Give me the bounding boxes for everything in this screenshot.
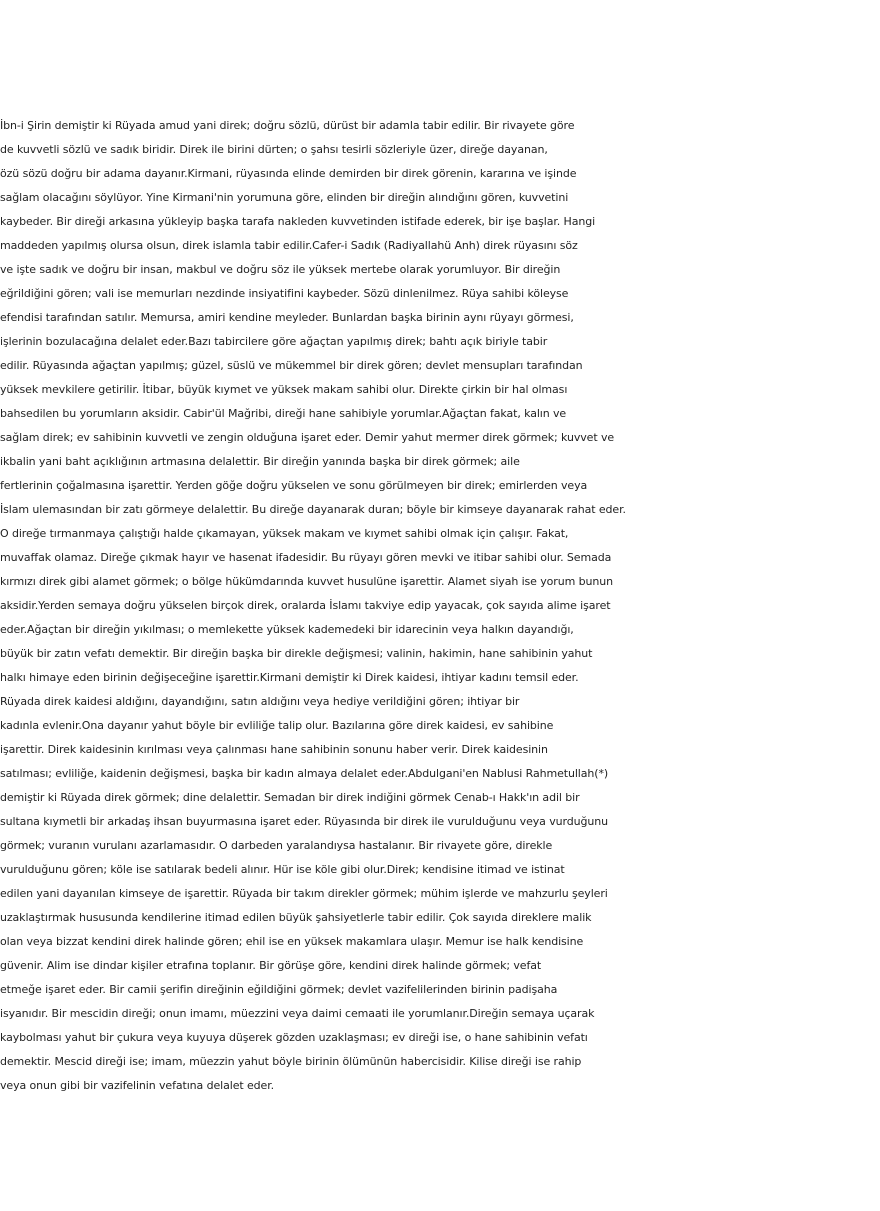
text-line: İslam ulemasından bir zatı görmeye delalettir. Bu direğe dayanarak duran; böyle bir kimseye dayanarak rahat eder. (0, 503, 626, 516)
text-line: İbn-i Şirin demiştir ki Rüyada amud yani direk; doğru sözlü, dürüst bir adamla tabir edilir. Bir rivayete göre (0, 119, 575, 132)
text-line: ikbalin yani baht açıklığının artmasına delalettir. Bir direğin yanında başka bir direk görmek; aile (0, 455, 520, 468)
text-line: efendisi tarafından satılır. Memursa, amiri kendine meyleder. Bunlardan başka birinin aynı rüyayı görmesi, (0, 311, 574, 324)
text-line: O direğe tırmanmaya çalıştığı halde çıkamayan, yüksek makam ve kıymet sahibi olmak için çalışır. Fakat, (0, 527, 569, 540)
text-line: eder.Ağaçtan bir direğin yıkılması; o memlekette yüksek kademedeki bir idarecinin veya halkın dayandığı, (0, 623, 574, 636)
text-line: maddeden yapılmış olursa olsun, direk islamla tabir edilir.Cafer-i Sadık (Radiyallahü Anh) direk rüyasını söz (0, 239, 578, 252)
text-line: eğrildiğini gören; vali ise memurları nezdinde insiyatifini kaybeder. Sözü dinlenilmez. Rüya sahibi köleyse (0, 287, 569, 300)
text-line: yüksek mevkilere getirilir. İtibar, büyük kıymet ve yüksek makam sahibi olur. Direkte çirkin bir hal olması (0, 383, 568, 396)
text-line: ve işte sadık ve doğru bir insan, makbul ve doğru söz ile yüksek mertebe olarak yorumluyor. Bir direğin (0, 263, 561, 276)
text-line: kadınla evlenir.Ona dayanır yahut böyle bir evliliğe talip olur. Bazılarına göre direk kaidesi, ev sahibine (0, 719, 554, 732)
text-line: kırmızı direk gibi alamet görmek; o bölge hükümdarında kuvvet husulüne işarettir. Alamet siyah ise yorum bunun (0, 575, 613, 588)
text-line: demiştir ki Rüyada direk görmek; dine delalettir. Semadan bir direk indiğini görmek Cenab-ı Hakk'ın adil bir (0, 791, 580, 804)
text-line: Rüyada direk kaidesi aldığını, dayandığını, satın aldığını veya hediye verildiğini gören; ihtiyar bir (0, 695, 520, 708)
text-line: işlerinin bozulacağına delalet eder.Bazı tabircilere göre ağaçtan yapılmış direk; bahtı açık biriyle tabir (0, 335, 548, 348)
text-line: satılması; evliliğe, kaidenin değişmesi, başka bir kadın almaya delalet eder.Abdulgani'en Nablusi Rahmetullah(*) (0, 767, 609, 780)
text-line: muvaffak olamaz. Direğe çıkmak hayır ve hasenat ifadesidir. Bu rüyayı gören mevki ve itibar sahibi olur. Semada (0, 551, 612, 564)
text-line: demektir. Mescid direği ise; imam, müezzin yahut böyle birinin ölümünün habercisidir. Kilise direği ise rahip (0, 1055, 582, 1068)
text-line: de kuvvetli sözlü ve sadık biridir. Direk ile birini dürten; o şahsı tesirli sözleriyle üzer, direğe dayanan, (0, 143, 548, 156)
text-line: edilir. Rüyasında ağaçtan yapılmış; güzel, süslü ve mükemmel bir direk gören; devlet mensupları tarafından (0, 359, 583, 372)
text-line: kaybeder. Bir direği arkasına yükleyip başka tarafa nakleden kuvvetinden istifade ederek, bir işe başlar. Hangi (0, 215, 596, 228)
text-line: isyanıdır. Bir mescidin direği; onun imamı, müezzini veya daimi cemaati ile yorumlanır.Direğin semaya uçarak (0, 1007, 595, 1020)
text-line: bahsedilen bu yorumların aksidir. Cabir'ül Mağribi, direği hane sahibiyle yorumlar.Ağaçtan fakat, kalın ve (0, 407, 567, 420)
text-line: vurulduğunu gören; köle ise satılarak bedeli alınır. Hür ise köle gibi olur.Direk; kendisine itimad ve istinat (0, 863, 565, 876)
text-line: sağlam olacağını söylüyor. Yine Kirmani'nin yorumuna göre, elinden bir direğin alındığını gören, kuvvetini (0, 191, 569, 204)
text-line: görmek; vuranın vurulanı azarlamasıdır. O darbeden yaralandıysa hastalanır. Bir rivayete göre, direkle (0, 839, 553, 852)
text-line: etmeğe işaret eder. Bir camii şerifin direğinin eğildiğini görmek; devlet vazifelilerinden birinin padişaha (0, 983, 558, 996)
text-line: kaybolması yahut bir çukura veya kuyuya düşerek gözden uzaklaşması; ev direği ise, o hane sahibinin vefatı (0, 1031, 588, 1044)
text-line: fertlerinin çoğalmasına işarettir. Yerden göğe doğru yükselen ve sonu görülmeyen bir direk; emirlerden veya (0, 479, 588, 492)
text-line: edilen yani dayanılan kimseye de işarettir. Rüyada bir takım direkler görmek; mühim işlerde ve mahzurlu şeyleri (0, 887, 608, 900)
text-line: sultana kıymetli bir arkadaş ihsan buyurmasına işaret eder. Rüyasında bir direk ile vurulduğunu veya vurduğunu (0, 815, 608, 828)
text-line: aksidir.Yerden semaya doğru yükselen birçok direk, oralarda İslamı takviye edip yayacak, çok sayıda alime işaret (0, 599, 611, 612)
text-line: özü sözü doğru bir adama dayanır.Kirmani, rüyasında elinde demirden bir direk görenin, kararına ve işinde (0, 167, 577, 180)
text-line: büyük bir zatın vefatı demektir. Bir direğin başka bir direkle değişmesi; valinin, hakimin, hane sahibinin yahut (0, 647, 593, 660)
text-line: uzaklaştırmak hususunda kendilerine itimad edilen büyük şahsiyetlerle tabir edilir. Çok sayıda direklere malik (0, 911, 592, 924)
text-line: sağlam direk; ev sahibinin kuvvetli ve zengin olduğuna işaret eder. Demir yahut mermer direk görmek; kuvvet ve (0, 431, 615, 444)
text-line: işarettir. Direk kaidesinin kırılması veya çalınması hane sahibinin sonunu haber verir. Direk kaidesinin (0, 743, 548, 756)
text-line: veya onun gibi bir vazifelinin vefatına delalet eder. (0, 1079, 275, 1092)
text-line: güvenir. Alim ise dindar kişiler etrafına toplanır. Bir görüşe göre, kendini direk halinde görmek; vefat (0, 959, 542, 972)
text-line: halkı himaye eden birinin değişeceğine işarettir.Kirmani demiştir ki Direk kaidesi, ihtiyar kadını temsil eder. (0, 671, 579, 684)
article-text (0, 114, 880, 1098)
text-line: olan veya bizzat kendini direk halinde gören; ehil ise en yüksek makamlara ulaşır. Memur ise halk kendisine (0, 935, 584, 948)
